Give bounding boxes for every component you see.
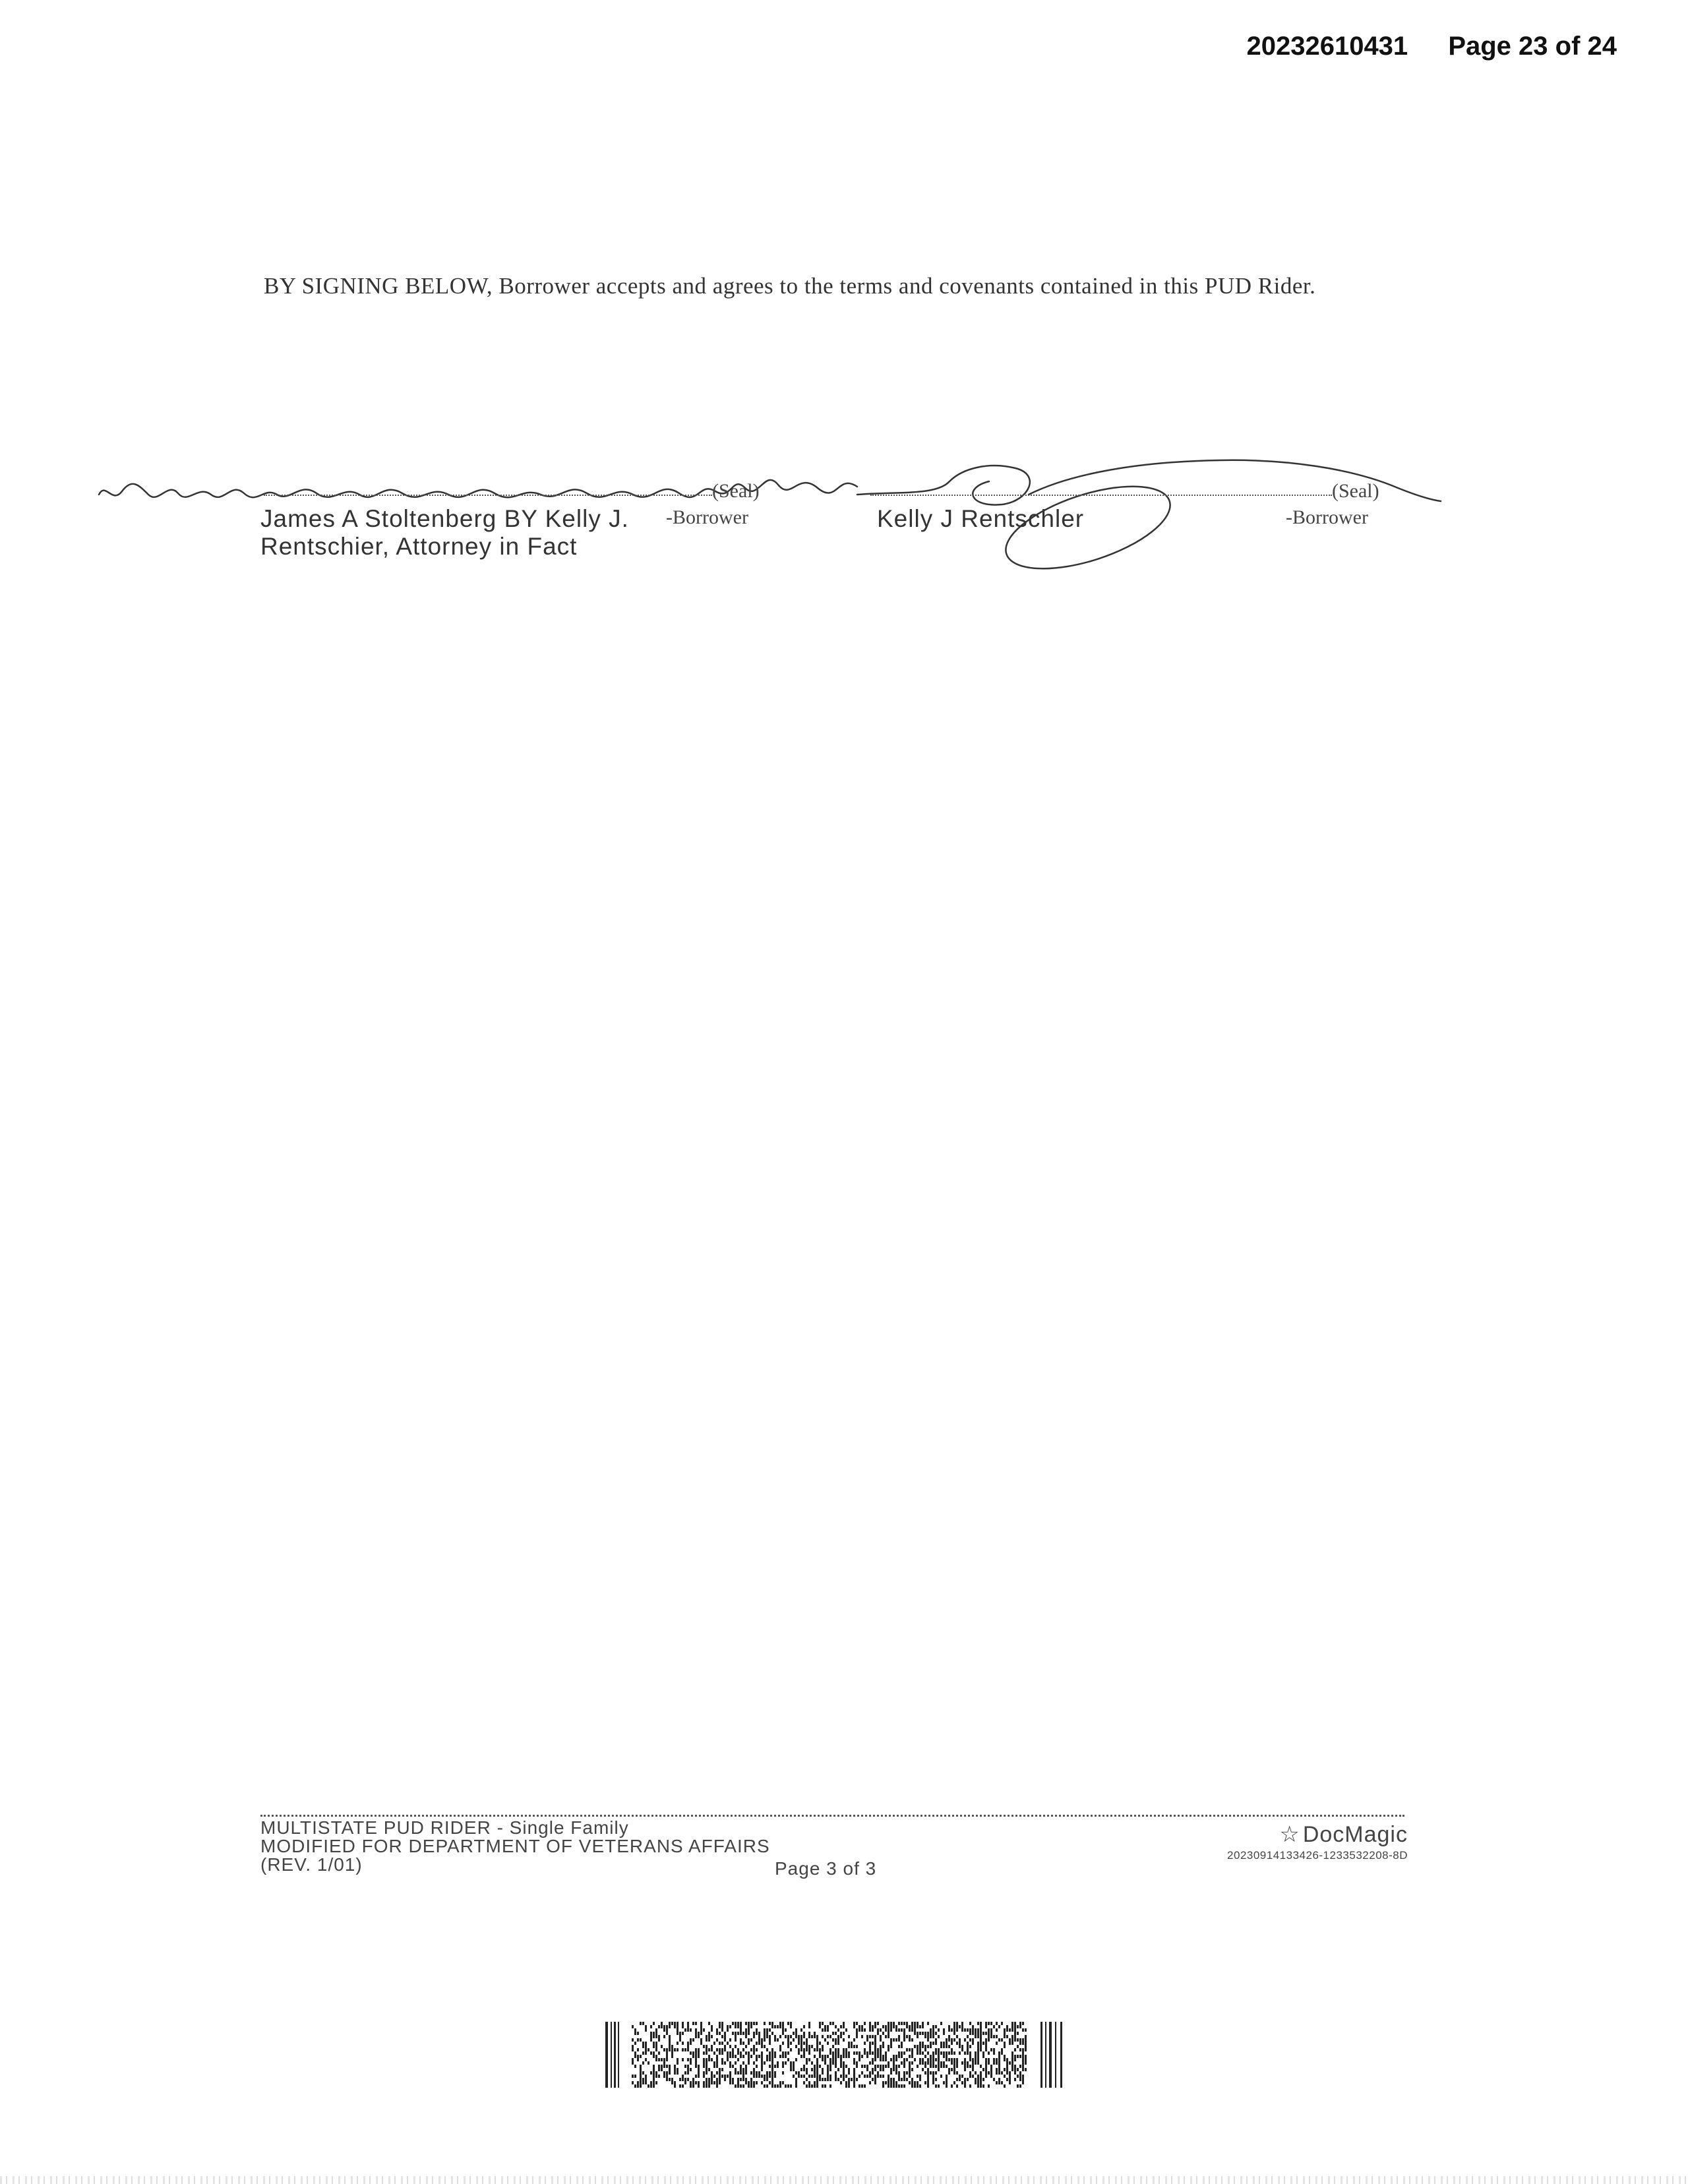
seal-label: (Seal) [1332,480,1379,502]
brand-name: DocMagic [1302,1822,1408,1847]
signature-block [0,455,1688,587]
document-number: 20232610431 [1246,32,1408,61]
star-icon: ☆ [1279,1822,1300,1847]
signing-statement: BY SIGNING BELOW, Borrower accepts and agrees to the terms and covenants contained in this PUD Rider. [264,273,1316,299]
docmagic-logo [1227,1821,1408,1862]
page-label: Page 23 of 24 [1448,32,1617,61]
signer-name: Kelly J Rentschler [877,505,1085,532]
footer-page-number: Page 3 of 3 [775,1858,877,1879]
header-stamp [1246,32,1617,61]
signer-name: James A Stoltenberg BY Kelly J. Rentschier, Attorney in Fact [260,505,629,560]
scan-edge-noise [0,2176,1688,2184]
footer-rule [260,1815,1404,1817]
form-line: (REV. 1/01) [260,1854,363,1875]
form-code: 20230914133426-1233532208-8D [1227,1849,1408,1862]
barcode-icon [605,2022,1067,2088]
signature-line [870,495,1332,496]
signature-line [264,495,712,496]
handwritten-signatures [0,455,1688,587]
borrower-role: -Borrower [1286,506,1368,528]
form-line: MODIFIED FOR DEPARTMENT OF VETERANS AFFAIRS [260,1836,770,1856]
form-identifier [260,1819,770,1874]
form-line: MULTISTATE PUD RIDER - Single Family [260,1817,629,1838]
seal-label: (Seal) [712,480,760,502]
borrower-role: -Borrower [666,506,748,528]
